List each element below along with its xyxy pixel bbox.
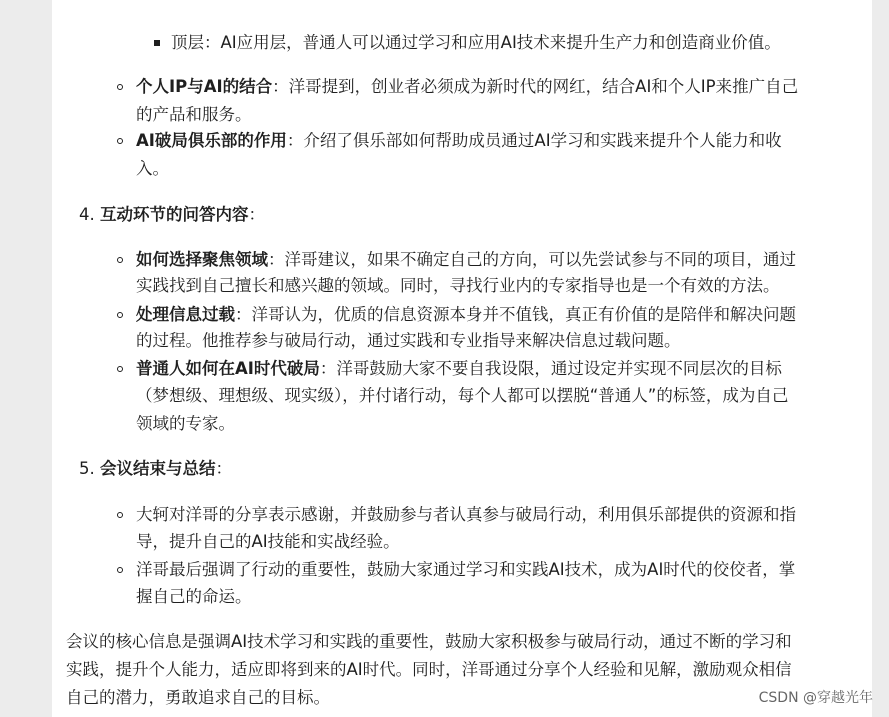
summary-paragraph-line-2 <box>66 656 792 684</box>
circle-bullet-icon <box>117 257 123 263</box>
list-item-final-cont <box>136 583 252 611</box>
section-5-number: 5. <box>79 459 95 478</box>
list-item-top-layer <box>171 29 781 57</box>
personal-ip-title: 个人IP与AI的结合 <box>136 77 273 96</box>
csdn-watermark: CSDN @穿越光年 <box>758 690 873 706</box>
personal-ip-text: ：洋哥提到，创业者必须成为新时代的网红，结合AI和个人IP来推广自己 <box>272 77 799 96</box>
focus-title: 如何选择聚焦领域 <box>136 250 268 269</box>
break-text-cont: （梦想级、理想级、现实级），并付诸行动，每个人都可以摆脱“普通人”的标签，成为自己 <box>136 386 789 405</box>
top-layer-text: 顶层：AI应用层，普通人可以通过学习和应用AI技术来提升生产力和创造商业价值。 <box>171 33 781 52</box>
list-item-thanks <box>136 501 796 529</box>
list-item-club-cont <box>136 155 169 183</box>
thanks-text: 大轲对洋哥的分享表示感谢，并鼓励参与者认真参与破局行动，利用俱乐部提供的资源和指 <box>136 505 796 524</box>
list-item-final <box>136 556 795 584</box>
list-item-break-cont2 <box>136 410 235 438</box>
break-text: ：洋哥鼓励大家不要自我设限，通过设定并实现不同层次的目标 <box>319 359 782 378</box>
section-4-colon: ： <box>248 205 265 224</box>
list-item-break-cont <box>136 382 788 410</box>
focus-text-cont: 实践找到自己擅长和感兴趣的领域。同时，寻找行业内的专家指导也是一个有效的方法。 <box>136 276 780 295</box>
summary-paragraph-line-1 <box>66 628 792 656</box>
list-item-info <box>136 301 796 329</box>
final-text-cont: 握自己的命运。 <box>136 587 252 606</box>
thanks-text-cont: 导，提升自己的AI技能和实战经验。 <box>136 532 400 551</box>
section-5-title: 会议结束与总结 <box>100 459 216 478</box>
list-item-break <box>136 355 782 383</box>
info-text-cont: 的过程。他推荐参与破局行动，通过实践和专业指导来解决信息过载问题。 <box>136 331 681 350</box>
square-bullet-icon <box>154 40 160 46</box>
break-title: 普通人如何在AI时代破局 <box>136 359 320 378</box>
final-text: 洋哥最后强调了行动的重要性，鼓励大家通过学习和实践AI技术，成为AI时代的佼佼者，掌 <box>136 560 796 579</box>
break-text-cont2: 领域的专家。 <box>136 414 235 433</box>
circle-bullet-icon <box>117 138 123 144</box>
circle-bullet-icon <box>117 312 123 318</box>
circle-bullet-icon <box>117 84 123 90</box>
focus-text: ：洋哥建议，如果不确定自己的方向，可以先尝试参与不同的项目，通过 <box>268 250 796 269</box>
section-4-number: 4. <box>79 205 95 224</box>
club-text-cont: 入。 <box>136 159 169 178</box>
list-item-focus-cont <box>136 272 780 300</box>
list-item-info-cont <box>136 327 681 355</box>
summary-text-1: 会议的核心信息是强调AI技术学习和实践的重要性，鼓励大家积极参与破局行动，通过不断的学习和 <box>66 632 792 651</box>
section-5-colon: ： <box>215 459 232 478</box>
list-item-personal-ip <box>136 73 798 101</box>
list-item-thanks-cont <box>136 528 400 556</box>
list-item-focus <box>136 246 796 274</box>
summary-paragraph-line-3 <box>66 684 330 712</box>
info-title: 处理信息过载 <box>136 305 235 324</box>
summary-text-2: 实践，提升个人能力，适应即将到来的AI时代。同时，洋哥通过分享个人经验和见解，激励观众相信 <box>66 660 792 679</box>
section-4-heading <box>79 201 265 229</box>
circle-bullet-icon <box>117 567 123 573</box>
club-text: ：介绍了俱乐部如何帮助成员通过AI学习和实践来提升个人能力和收 <box>286 131 782 150</box>
personal-ip-text-cont: 的产品和服务。 <box>136 105 252 124</box>
club-title: AI破局俱乐部的作用 <box>136 131 287 150</box>
summary-text-3: 自己的潜力，勇敢追求自己的目标。 <box>66 688 330 707</box>
section-4-title: 互动环节的问答内容 <box>100 205 249 224</box>
list-item-personal-ip-cont <box>136 101 252 129</box>
info-text: ：洋哥认为，优质的信息资源本身并不值钱，真正有价值的是陪伴和解决问题 <box>235 305 796 324</box>
section-5-heading <box>79 455 232 483</box>
list-item-club <box>136 127 782 155</box>
circle-bullet-icon <box>117 512 123 518</box>
circle-bullet-icon <box>117 366 123 372</box>
